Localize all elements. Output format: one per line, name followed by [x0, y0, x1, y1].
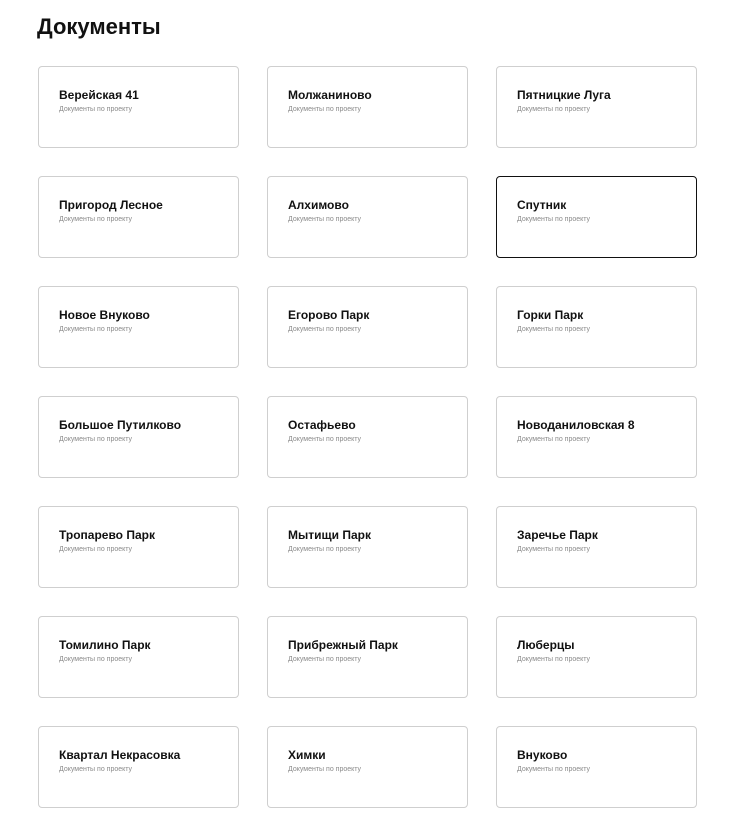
project-card-subtitle: Документы по проекту — [517, 106, 591, 113]
project-card-egorovo-park[interactable] — [267, 286, 468, 368]
project-card-sputnik[interactable] — [496, 176, 697, 258]
project-card-title: Большое Путилково — [59, 418, 182, 432]
project-card-title: Заречье Парк — [517, 528, 598, 542]
project-card-zarechye-park[interactable] — [496, 506, 697, 588]
project-card-title: Верейская 41 — [59, 88, 139, 102]
project-card-subtitle: Документы по проекту — [288, 216, 362, 223]
project-card-vnukovo[interactable] — [496, 726, 697, 808]
project-card-subtitle: Документы по проекту — [59, 656, 133, 663]
project-card-title: Остафьево — [288, 418, 356, 432]
project-card-title: Пригород Лесное — [59, 198, 163, 212]
project-card-subtitle: Документы по проекту — [517, 546, 591, 553]
project-card-subtitle: Документы по проекту — [288, 326, 362, 333]
project-card-title: Спутник — [517, 198, 567, 212]
project-card-alkhimovo[interactable] — [267, 176, 468, 258]
project-card-pyatnitskie-lugi[interactable] — [496, 66, 697, 148]
project-card-title: Томилино Парк — [59, 638, 151, 652]
project-card-title: Химки — [288, 748, 326, 762]
project-card-vereyskaya-41[interactable] — [38, 66, 239, 148]
project-card-title: Новоданиловская 8 — [517, 418, 635, 432]
project-card-novodanilovskaya-8[interactable] — [496, 396, 697, 478]
project-card-khimki[interactable] — [267, 726, 468, 808]
project-card-molzhaninovo[interactable] — [267, 66, 468, 148]
project-card-subtitle: Документы по проекту — [59, 766, 133, 773]
project-card-ostafyevo[interactable] — [267, 396, 468, 478]
project-card-subtitle: Документы по проекту — [288, 106, 362, 113]
project-card-subtitle: Документы по проекту — [517, 766, 591, 773]
project-card-title: Горки Парк — [517, 308, 584, 322]
project-card-subtitle: Документы по проекту — [59, 106, 133, 113]
project-card-subtitle: Документы по проекту — [288, 656, 362, 663]
project-card-pribrezhny-park[interactable] — [267, 616, 468, 698]
page-title: Документы — [37, 14, 161, 39]
project-card-gorki-park[interactable] — [496, 286, 697, 368]
project-card-title: Алхимово — [288, 198, 349, 212]
project-card-title: Мытищи Парк — [288, 528, 371, 542]
project-card-title: Люберцы — [517, 638, 575, 652]
project-card-subtitle: Документы по проекту — [517, 326, 591, 333]
project-card-title: Молжаниново — [288, 88, 372, 102]
project-card-troparevo-park[interactable] — [38, 506, 239, 588]
project-card-mytishchi-park[interactable] — [267, 506, 468, 588]
project-card-prigorod-lesnoe[interactable] — [38, 176, 239, 258]
project-documents-grid — [38, 66, 697, 808]
project-card-title: Квартал Некрасовка — [59, 748, 181, 762]
project-card-subtitle: Документы по проекту — [59, 216, 133, 223]
project-card-tomilino-park[interactable] — [38, 616, 239, 698]
project-card-subtitle: Документы по проекту — [517, 656, 591, 663]
project-card-subtitle: Документы по проекту — [288, 546, 362, 553]
project-card-novoe-vnukovo[interactable] — [38, 286, 239, 368]
project-card-lyubertsy[interactable] — [496, 616, 697, 698]
project-card-title: Егорово Парк — [288, 308, 370, 322]
project-card-bolshoe-putilkovo[interactable] — [38, 396, 239, 478]
project-card-subtitle: Документы по проекту — [59, 326, 133, 333]
project-card-title: Внуково — [517, 748, 568, 762]
project-card-title: Прибрежный Парк — [288, 638, 398, 652]
project-card-title: Новое Внуково — [59, 308, 150, 322]
project-card-subtitle: Документы по проекту — [59, 546, 133, 553]
project-card-kvartal-nekrasovka[interactable] — [38, 726, 239, 808]
project-card-subtitle: Документы по проекту — [517, 216, 591, 223]
project-card-subtitle: Документы по проекту — [288, 766, 362, 773]
project-card-title: Пятницкие Луга — [517, 88, 611, 102]
project-card-subtitle: Документы по проекту — [517, 436, 591, 443]
project-card-title: Тропарево Парк — [59, 528, 155, 542]
project-card-subtitle: Документы по проекту — [288, 436, 362, 443]
project-card-subtitle: Документы по проекту — [59, 436, 133, 443]
